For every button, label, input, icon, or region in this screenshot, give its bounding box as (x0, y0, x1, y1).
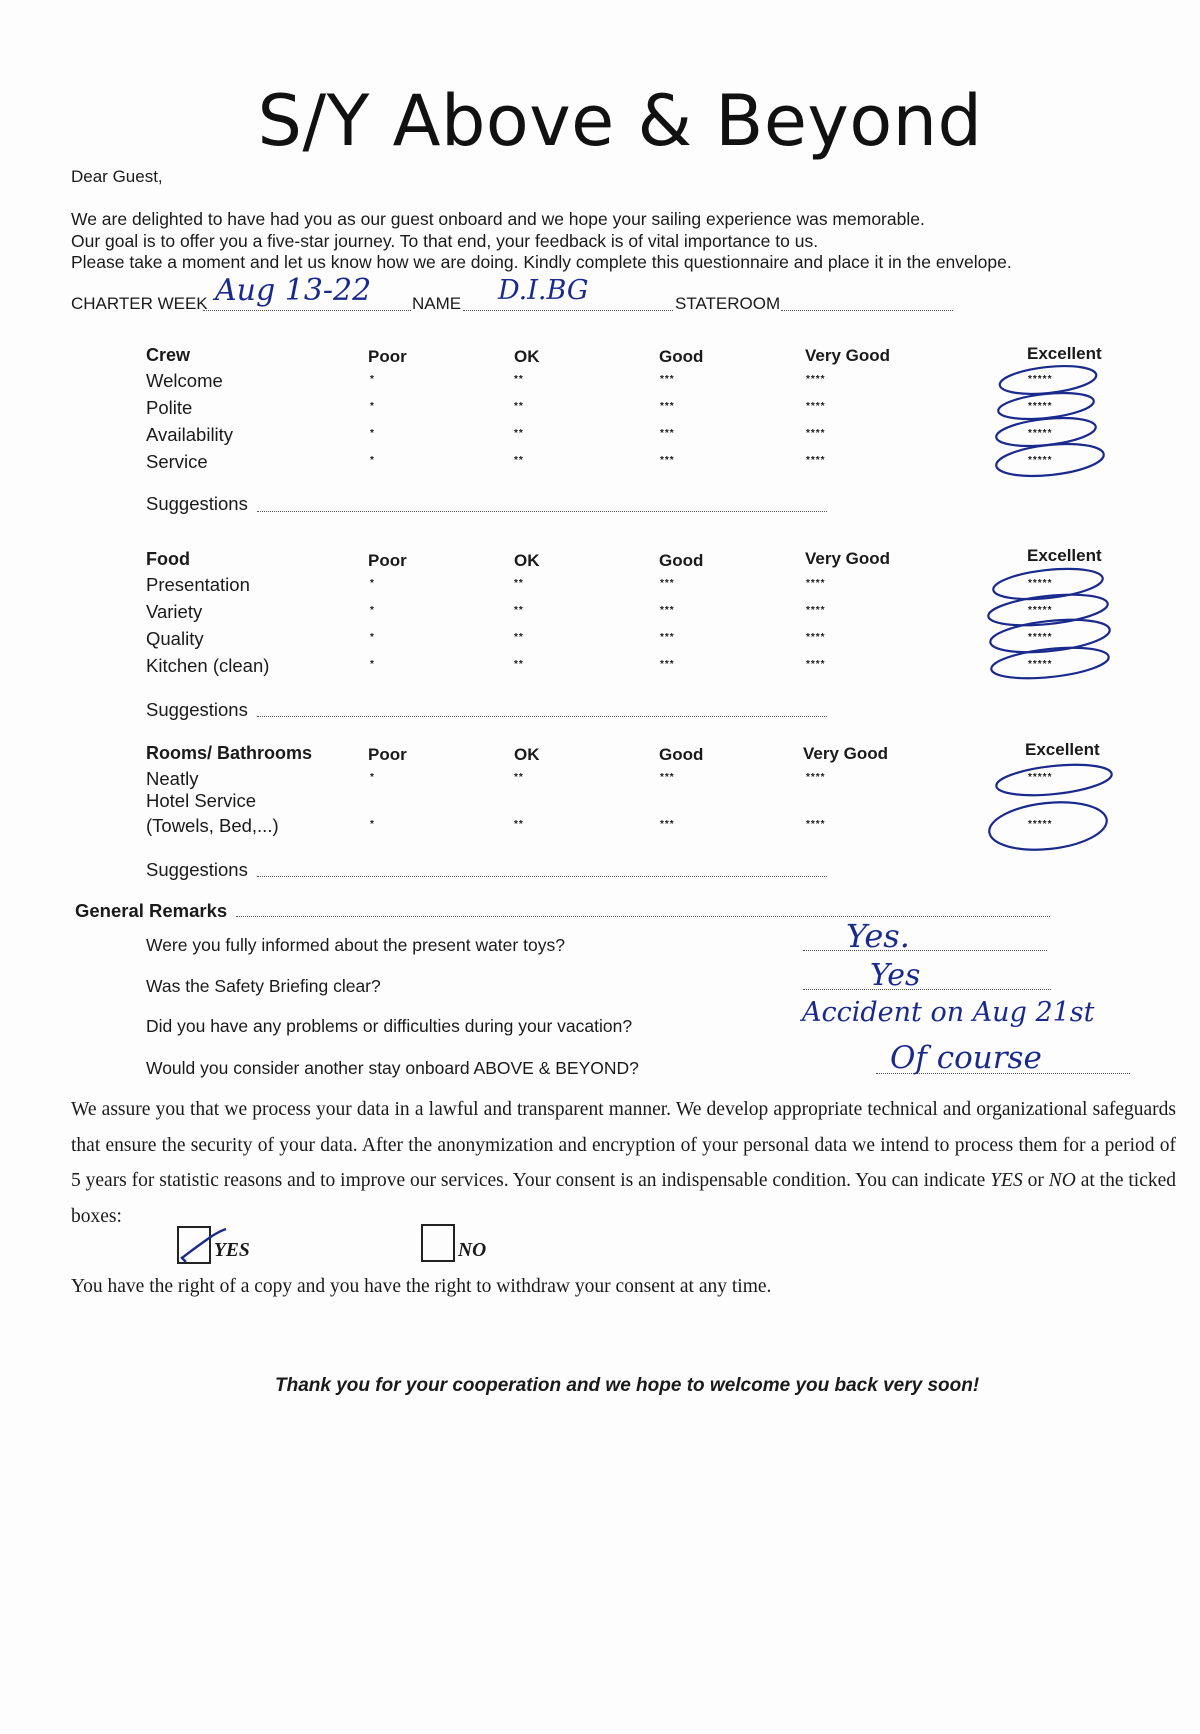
rating-stars-poor[interactable]: * (370, 578, 375, 589)
item-label: Availability (146, 424, 234, 445)
rating-stars-ok[interactable]: ** (514, 578, 524, 589)
rating-stars-very-good[interactable]: **** (806, 605, 826, 616)
rating-stars-good[interactable]: *** (660, 428, 675, 439)
rating-stars-poor[interactable]: * (370, 659, 375, 670)
item-label: Service (146, 451, 208, 472)
rating-stars-very-good[interactable]: **** (806, 374, 826, 385)
item-label: Quality (146, 628, 204, 649)
rating-stars-ok[interactable]: ** (514, 455, 524, 466)
question-label: Were you fully informed about the present water toys? (146, 935, 565, 955)
section-heading: Rooms/ Bathrooms (146, 743, 313, 763)
rating-stars-ok[interactable]: ** (514, 819, 524, 830)
section-heading: Crew (146, 345, 191, 365)
rating-stars-excellent[interactable]: ***** (1028, 578, 1053, 589)
consent-tail: at the ticked boxes: (71, 1170, 1177, 1227)
rating-stars-very-good[interactable]: **** (806, 632, 826, 643)
column-poor: Poor (368, 347, 407, 366)
column-very-good: Very Good (805, 346, 891, 365)
rating-stars-ok[interactable]: ** (514, 659, 524, 670)
consent-yes-word: YES (990, 1170, 1023, 1191)
rating-stars-excellent[interactable]: ***** (1028, 374, 1053, 385)
column-excellent: Excellent (1025, 740, 1100, 759)
column-ok: OK (514, 347, 540, 366)
answer-value: Yes (870, 958, 921, 993)
item-label: Hotel Service (146, 790, 257, 811)
item-label: Neatly (146, 768, 199, 789)
greeting: Dear Guest, (71, 167, 163, 186)
column-poor: Poor (368, 551, 407, 570)
rating-stars-ok[interactable]: ** (514, 401, 524, 412)
rating-stars-ok[interactable]: ** (514, 632, 524, 643)
rating-stars-very-good[interactable]: **** (806, 659, 826, 670)
consent-rights: You have the right of a copy and you have the right to withdraw your consent at any time. (71, 1276, 772, 1297)
rating-stars-good[interactable]: *** (660, 605, 675, 616)
rating-stars-ok[interactable]: ** (514, 605, 524, 616)
answer-value: Yes. (846, 917, 910, 955)
answer-value: Of course (890, 1040, 1042, 1076)
column-good: Good (659, 745, 704, 764)
rating-stars-good[interactable]: *** (660, 659, 675, 670)
consent-text: We assure you that we process your data in a lawful and transparent manner. We develop appropriate technical and organizational safeguards that ensure the security of your data. After the anonymization and encryption of your personal data we intend to process them for a period of 5 years for statistic reasons and to improve our services. Your consent is an indispensable condition. You can indicate (71, 1099, 1176, 1191)
suggestions-label: Suggestions (146, 859, 248, 880)
rating-stars-excellent[interactable]: ***** (1028, 428, 1053, 439)
column-good: Good (659, 347, 704, 366)
charter-week-label: CHARTER WEEK (71, 294, 208, 313)
suggestions-label: Suggestions (146, 699, 248, 720)
rating-stars-good[interactable]: *** (660, 772, 675, 783)
thank-you-note: Thank you for your cooperation and we hope to welcome you back very soon! (275, 1375, 980, 1396)
column-ok: OK (514, 745, 540, 764)
column-ok: OK (514, 551, 540, 570)
item-label: Variety (146, 601, 203, 622)
rating-stars-good[interactable]: *** (660, 455, 675, 466)
rating-stars-ok[interactable]: ** (514, 428, 524, 439)
rating-stars-excellent[interactable]: ***** (1028, 772, 1053, 783)
rating-stars-very-good[interactable]: **** (806, 401, 826, 412)
rating-stars-good[interactable]: *** (660, 819, 675, 830)
rating-stars-ok[interactable]: ** (514, 374, 524, 385)
stateroom-label: STATEROOM (675, 294, 781, 313)
column-good: Good (659, 551, 704, 570)
item-label: (Towels, Bed,...) (146, 815, 279, 836)
column-excellent: Excellent (1027, 546, 1102, 565)
rating-stars-poor[interactable]: * (370, 819, 375, 830)
rating-stars-excellent[interactable]: ***** (1028, 605, 1053, 616)
rating-stars-very-good[interactable]: **** (806, 819, 826, 830)
rating-stars-poor[interactable]: * (370, 632, 375, 643)
answer-value: Accident on Aug 21st (802, 997, 1095, 1028)
intro-line: We are delighted to have had you as our guest onboard and we hope your sailing experience was memorable. (71, 209, 925, 229)
column-very-good: Very Good (805, 549, 891, 568)
rating-stars-poor[interactable]: * (370, 772, 375, 783)
item-label: Polite (146, 397, 193, 418)
column-very-good: Very Good (803, 744, 889, 763)
question-label: Was the Safety Briefing clear? (146, 976, 381, 996)
intro-line: Our goal is to offer you a five-star journey. To that end, your feedback is of vital importance to us. (71, 230, 819, 251)
name-value: D.I.BG (498, 275, 589, 306)
consent-yes-label: YES (214, 1240, 250, 1261)
consent-no-label: NO (458, 1240, 487, 1261)
item-label: Welcome (146, 370, 223, 391)
rating-stars-very-good[interactable]: **** (806, 578, 826, 589)
section-heading: Food (146, 549, 190, 569)
consent-no-checkbox[interactable] (421, 1224, 455, 1262)
item-label: Kitchen (clean) (146, 655, 270, 676)
rating-stars-very-good[interactable]: **** (806, 455, 826, 466)
rating-stars-good[interactable]: *** (660, 578, 675, 589)
consent-or-word: or (1027, 1170, 1044, 1191)
rating-stars-poor[interactable]: * (370, 374, 375, 385)
rating-stars-poor[interactable]: * (370, 455, 375, 466)
item-label: Presentation (146, 574, 250, 595)
name-label: NAME (412, 294, 462, 313)
rating-stars-poor[interactable]: * (370, 605, 375, 616)
column-poor: Poor (368, 745, 407, 764)
intro-line: Please take a moment and let us know how we are doing. Kindly complete this questionnaire and place it in the envelope. (71, 252, 1012, 272)
rating-stars-excellent[interactable]: ***** (1028, 401, 1053, 412)
suggestions-label: Suggestions (146, 493, 248, 514)
rating-stars-poor[interactable]: * (370, 428, 375, 439)
question-label: Would you consider another stay onboard ABOVE & BEYOND? (146, 1058, 639, 1078)
rating-stars-good[interactable]: *** (660, 632, 675, 643)
rating-stars-good[interactable]: *** (660, 374, 675, 385)
rating-stars-excellent[interactable]: ***** (1028, 819, 1053, 830)
rating-stars-excellent[interactable]: ***** (1028, 659, 1053, 670)
rating-stars-very-good[interactable]: **** (806, 428, 826, 439)
rating-stars-poor[interactable]: * (370, 401, 375, 412)
charter-week-value: Aug 13-22 (215, 273, 372, 308)
form-title: S/Y Above & Beyond (257, 80, 983, 162)
question-label: Did you have any problems or difficulties during your vacation? (146, 1016, 633, 1036)
rating-stars-ok[interactable]: ** (514, 772, 524, 783)
rating-stars-excellent[interactable]: ***** (1028, 632, 1053, 643)
column-excellent: Excellent (1027, 344, 1102, 363)
rating-stars-very-good[interactable]: **** (806, 772, 826, 783)
rating-stars-good[interactable]: *** (660, 401, 675, 412)
consent-no-word: NO (1048, 1170, 1076, 1191)
rating-stars-excellent[interactable]: ***** (1028, 455, 1053, 466)
general-remarks-heading: General Remarks (75, 900, 228, 921)
